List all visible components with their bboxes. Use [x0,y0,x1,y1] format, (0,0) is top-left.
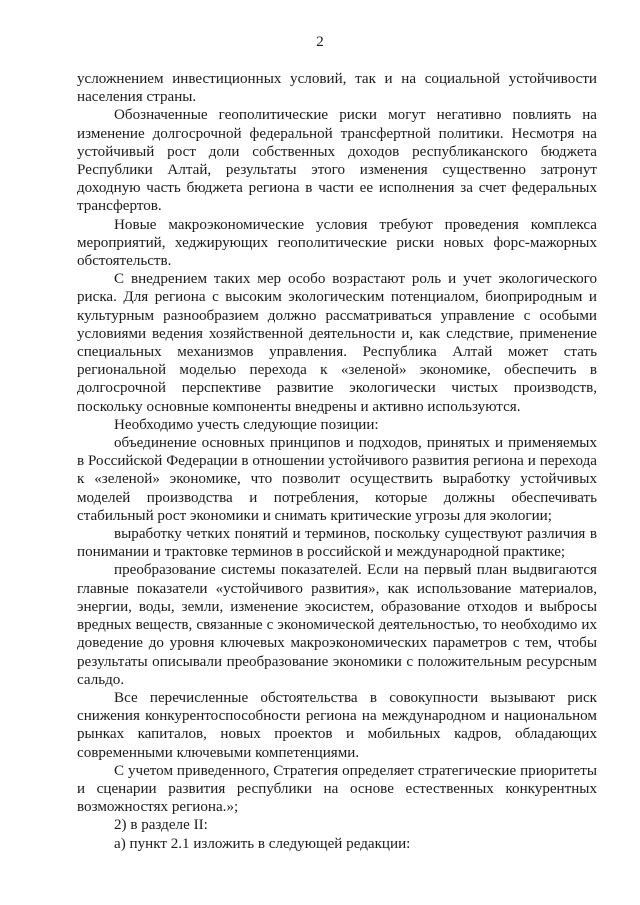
paragraph-macroeconomic-conditions: Новые макроэкономические условия требуют проведения комплекса мероприятий, хеджирующих геополитические риски новых форс-мажорных обстоятельств. [77,216,597,270]
paragraph-strategy-priorities: С учетом приведенного, Стратегия определяет стратегические приоритеты и сценарии развития республики на основе естественных конкурентных возможностях региона.»; [77,762,597,816]
paragraph-position-terms: выработку четких понятий и терминов, поскольку существуют различия в понимании и трактовке терминов в российской и международной практике; [77,526,597,561]
paragraph-continuation: усложнением инвестиционных условий, так и на социальной устойчивости населения страны. [77,71,597,106]
paragraph-position-indicators: преобразование системы показателей. Если на первый план выдвигаются главные показатели «устойчивого развития», как использование материалов, энергии, воды, земли, изменение экосистем, образование отходов и выбросы вредных веществ, связанные с экономической деятельностью, то необходимо их доведение до уровня ключевых макроэкономических параметров с тем, чтобы результаты описывали преобразование экономики с положительным ресурсным сальдо. [77,562,597,688]
paragraph-geopolitical-risks: Обозначенные геополитические риски могут негативно повлиять на изменение долгосрочной федеральной трансфертной политики. Несмотря на устойчивый рост доли собственных доходов республиканского бюджета Республики Алтай, результаты этого изменения существенно затронут доходную часть бюджета региона в части ее исполнения за счет федеральных трансфертов. [77,107,597,215]
paragraph-ecological-risk: С внедрением таких мер особо возрастают роль и учет экологического риска. Для региона с высоким экологическим потенциалом, биоприродным и культурным разнообразием должно рассматриваться управление с особыми условиями ведения хозяйственной деятельности и, как следствие, применение специальных механизмов управления. Республика Алтай может стать региональной моделью перехода к «зеленой» экономике, обеспечить в долгосрочной перспективе развитие экологически чистых производств, поскольку основные компоненты внедрены и активно используются. [77,271,597,415]
paragraph-clause-2-1: а) пункт 2.1 изложить в следующей редакции: [114,835,411,852]
document-body [77,70,597,853]
paragraph-positions-intro: Необходимо учесть следующие позиции: [114,416,379,433]
paragraph-section-ii: 2) в разделе II: [114,817,208,834]
paragraph-competitiveness-risk: Все перечисленные обстоятельства в совокупности вызывают риск снижения конкурентоспособности региона на международном и национальном рынках капиталов, новых проектов и мобильных кадров, обладающих современными ключевыми компетенциями. [77,689,597,761]
paragraph-position-principles: объединение основных принципов и подходов, принятых и применяемых в Российской Федерации в отношении устойчивого развития региона и перехода к «зеленой» экономике, что позволит осуществить выработку устойчивых моделей производства и потребления, которые должны обеспечивать стабильный рост экономики и снимать критические угрозы для экологии; [77,435,597,524]
page-number: 2 [316,34,324,50]
